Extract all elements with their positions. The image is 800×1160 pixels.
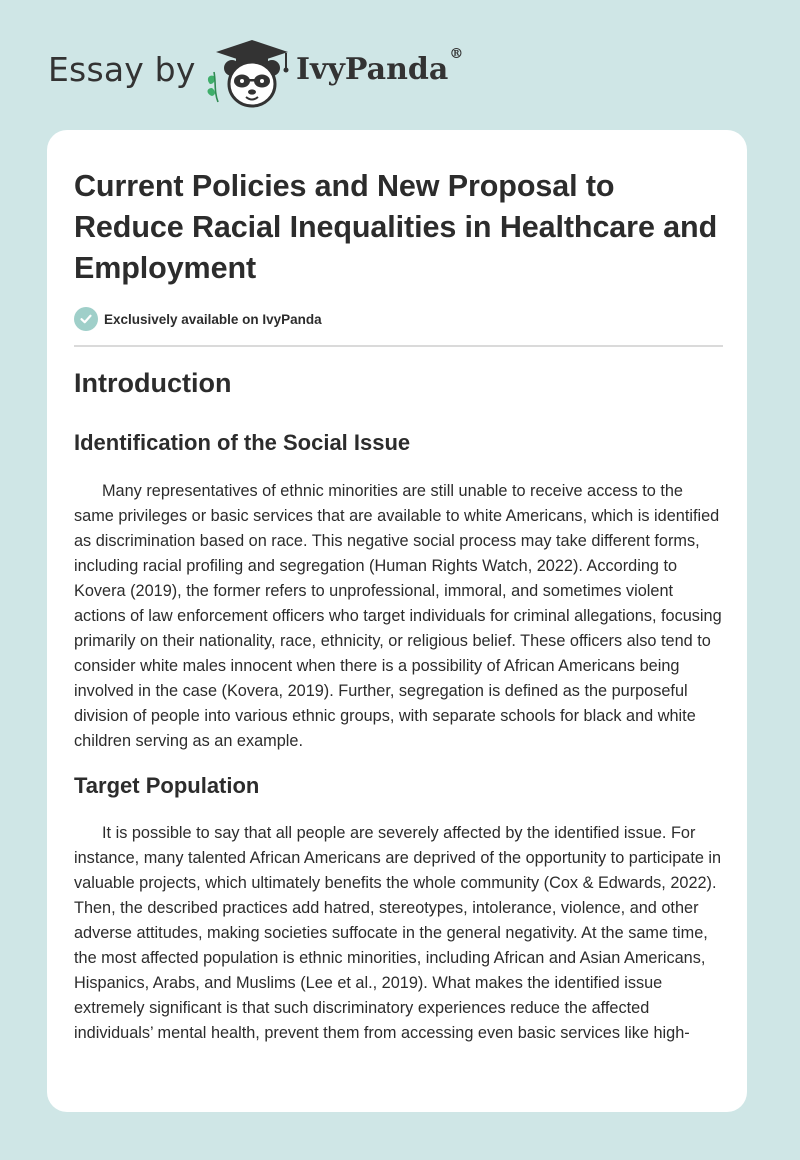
section-heading-introduction: Introduction bbox=[74, 368, 232, 398]
essay-title: Current Policies and New Proposal to Reduce Racial Inequalities in Healthcare and Employment bbox=[74, 169, 718, 285]
subheading-identification: Identification of the Social Issue bbox=[74, 430, 411, 455]
brand-text: IvyPanda bbox=[296, 52, 449, 87]
essay-card bbox=[47, 130, 747, 1112]
essay-by-label: Essay by bbox=[48, 50, 196, 89]
site-header bbox=[48, 30, 748, 110]
divider bbox=[74, 345, 723, 347]
check-icon bbox=[74, 307, 98, 331]
paragraph-target-population: It is possible to say that all people are severely affected by the identified issue. For instance, many talented African Americans are deprived of the opportunity to participate in valuable projects, which ultimately benefits the whole community (Cox & Edwards, 2022). Then, the described practices add hatred, stereotypes, intolerance, violence, and other adverse attitudes, making societies suffocate in the general negativity. At the same time, the most affected population is ethnic minorities, including African and Asian Americans, Hispanics, Arabs, and Muslims (Lee et al., 2019). What makes the identified issue extremely significant is that such discriminatory experiences reduce the affected individuals’ mental health, prevent them from accessing even basic services like high- bbox=[74, 824, 722, 1042]
exclusive-badge bbox=[74, 306, 322, 332]
subheading-target-population: Target Population bbox=[74, 773, 260, 798]
exclusive-label: Exclusively available on IvyPanda bbox=[104, 311, 322, 327]
brand-name[interactable] bbox=[296, 46, 464, 87]
panda-graduate-logo-icon[interactable] bbox=[202, 36, 302, 112]
paragraph-identification: Many representatives of ethnic minorities are still unable to receive access to the same privileges or basic services that are available to white Americans, which is identified as discrimination based on race. This negative social process may take different forms, including racial profiling and segregation (Human Rights Watch, 2022). According to Kovera (2019), the former refers to unprofessional, immoral, and sometimes violent actions of law enforcement officers who target individuals for criminal allegations, focusing primarily on their nationality, race, ethnicity, or religious belief. These officers also tend to consider white males innocent when there is a possibility of African Americans being involved in the case (Kovera, 2019). Further, segregation is defined as the purposeful division of people into various ethnic groups, with separate schools for black and white children serving as an example. bbox=[74, 482, 722, 750]
registered-mark: ® bbox=[449, 46, 464, 62]
